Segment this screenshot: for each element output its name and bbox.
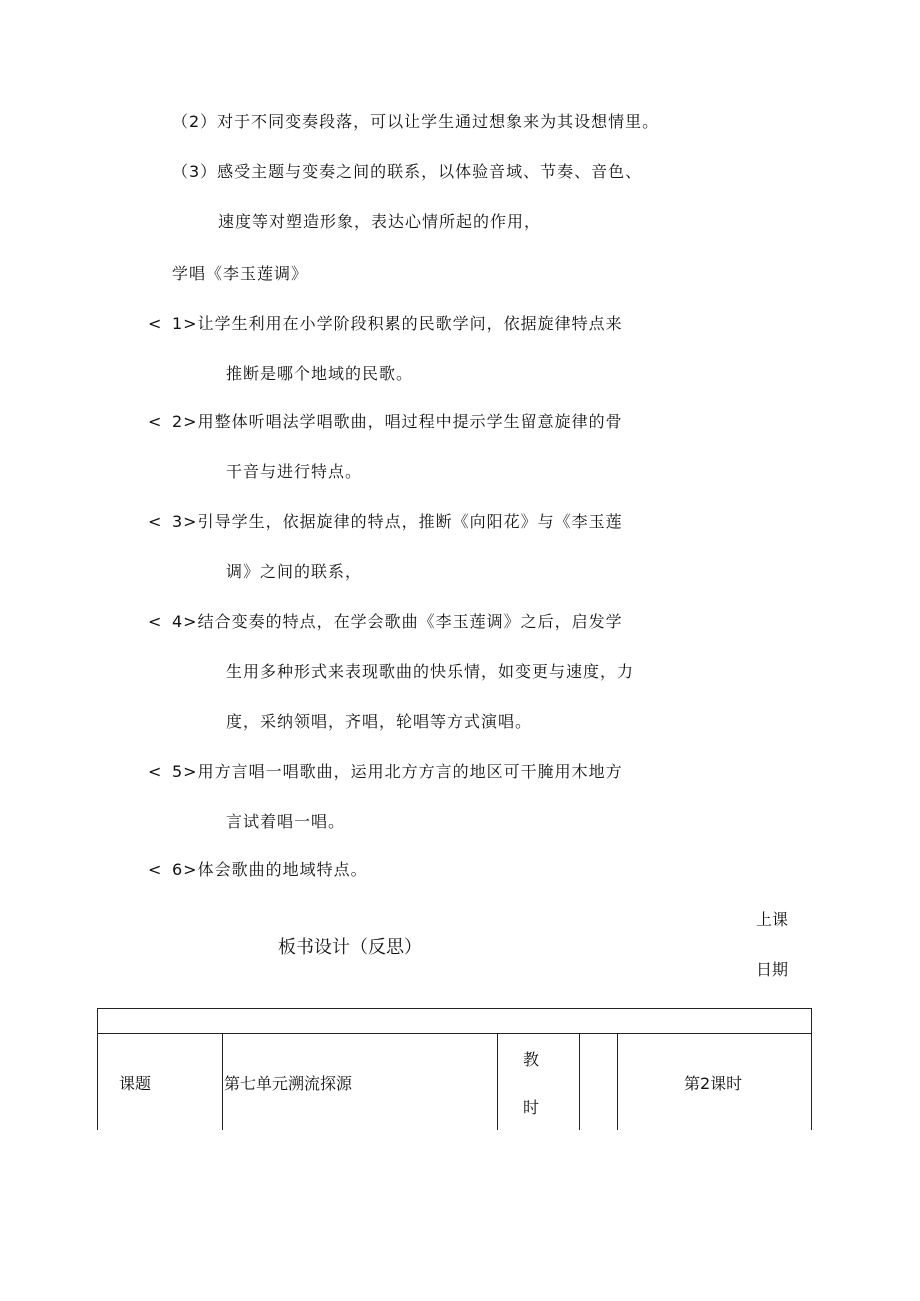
- topic-value: 第七单元溯流探源: [224, 1074, 353, 1093]
- item-2-line-1: 2>用整体听唱法学唱歌曲，唱过程中提示学生留意旋律的骨: [172, 412, 623, 431]
- bullet-marker: <: [148, 314, 162, 333]
- item-1-line-1: 1>让学生利用在小学阶段积累的民歌学问，依据旋律特点来: [172, 314, 623, 333]
- table-col-divider: [222, 1033, 223, 1130]
- learn-song-heading: 学唱《李玉莲调》: [172, 264, 309, 283]
- hours-label-top: 教: [523, 1050, 540, 1069]
- bullet-marker: <: [148, 412, 162, 431]
- para-3-line-1: （3）感受主题与变奏之间的联系，以体验音域、节奏、音色、: [172, 162, 643, 181]
- bullet-marker: <: [148, 512, 162, 531]
- bullet-marker: <: [148, 860, 162, 879]
- item-2-line-2: 干音与进行特点。: [226, 462, 363, 481]
- item-6-line-1: 6>体会歌曲的地域特点。: [172, 860, 368, 879]
- para-3-line-2: 速度等对塑造形象，表达心情所起的作用，: [218, 212, 542, 231]
- table-col-divider: [497, 1033, 498, 1130]
- item-3-line-2: 调》之间的联系，: [226, 562, 363, 581]
- bullet-marker: <: [148, 762, 162, 781]
- hours-value: 第2课时: [684, 1074, 743, 1093]
- board-design-title: 板书设计（反思）: [278, 937, 422, 958]
- item-1-line-2: 推断是哪个地域的民歌。: [226, 364, 414, 383]
- para-2: （2）对于不同变奏段落，可以让学生通过想象来为其设想情里。: [172, 112, 660, 131]
- table-col-divider: [617, 1033, 618, 1130]
- item-5-line-2: 言试着唱一唱。: [226, 812, 346, 831]
- table-border-left: [97, 1008, 98, 1130]
- item-5-line-1: 5>用方言唱一唱歌曲，运用北方方言的地区可干腌用木地方: [172, 762, 623, 781]
- lesson-table: [97, 1008, 812, 1130]
- class-label-top: 上课: [756, 910, 789, 929]
- table-col-divider: [579, 1033, 580, 1130]
- date-label: 日期: [756, 960, 789, 979]
- item-4-line-1: 4>结合变奏的特点，在学会歌曲《李玉莲调》之后，启发学: [172, 612, 623, 631]
- table-row-divider: [97, 1033, 812, 1034]
- item-4-line-2: 生用多种形式来表现歌曲的快乐情，如变更与速度，力: [226, 662, 635, 681]
- topic-label: 课题: [119, 1074, 152, 1093]
- hours-label-bottom: 时: [523, 1098, 540, 1117]
- bullet-marker: <: [148, 612, 162, 631]
- table-border-right: [811, 1008, 812, 1130]
- item-3-line-1: 3>引导学生，依据旋律的特点，推断《向阳花》与《李玉莲: [172, 512, 623, 531]
- item-4-line-3: 度，采纳领唱，齐唱，轮唱等方式演唱。: [226, 712, 533, 731]
- table-border-top: [97, 1008, 812, 1009]
